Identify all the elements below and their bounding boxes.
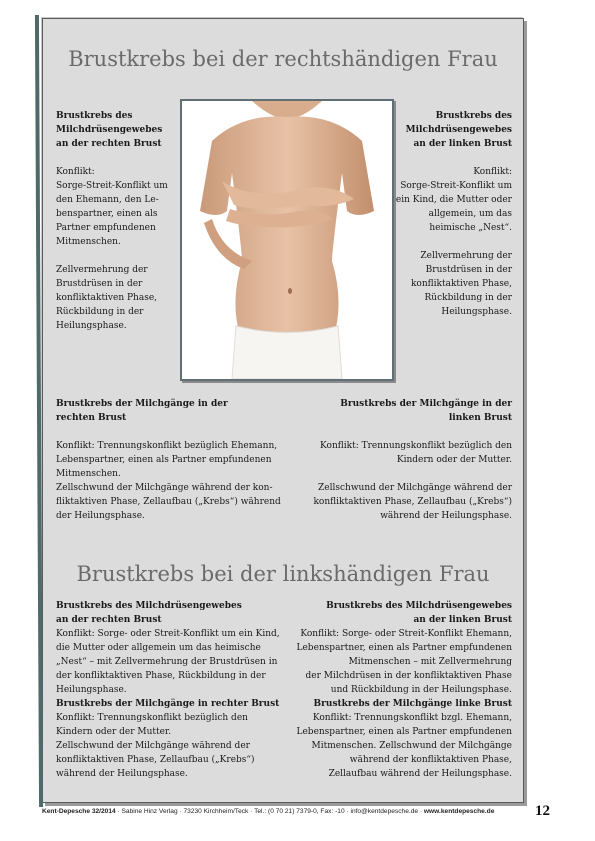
text-line: Brustdrüsen in der	[56, 279, 143, 289]
text-line: Partner empfundenen	[56, 223, 156, 233]
block-mid-left	[56, 397, 281, 523]
title-right-handed: Brustkrebs bei der rechtshändigen Frau	[68, 47, 498, 71]
text-line: Konflikt:	[473, 167, 512, 177]
text-line: Zellaufbau während der Heilungsphase.	[328, 769, 512, 779]
page-number: 12	[535, 803, 550, 819]
text-line: Lebenspartner, einen als Partner empfundenen	[296, 727, 512, 737]
text-line: Lebenspartner, einen als Partner empfundenen	[56, 455, 272, 465]
text-line: während der Heilungsphase.	[56, 769, 188, 779]
text-line: Konflikt: Sorge- oder Streit-Konflikt Ehemann,	[300, 629, 512, 639]
heading-bottom-right-1	[326, 601, 512, 625]
text-line: konfliktaktiven Phase,	[410, 279, 512, 289]
heading-top-left	[56, 111, 162, 149]
heading-line: rechten Brust	[56, 413, 127, 423]
text-line: Konflikt:	[56, 167, 95, 177]
block-bottom-left	[56, 599, 286, 781]
block-top-left	[56, 109, 176, 333]
text-line: Konflikt: Trennungskonflikt bezüglich Ehemann,	[56, 441, 278, 451]
heading-mid-right	[340, 399, 512, 423]
heading-top-right	[406, 111, 512, 149]
footer-publisher: · Sabine Hinz Verlag · 73230 Kirchheim/Teck · Tel.: (0 70 21) 7379-0, Fax: -10 · info@kentdepesche.de ·	[115, 808, 424, 815]
heading-mid-left	[56, 399, 228, 423]
text-line: Zellschwund der Milchgänge während der kon-	[56, 483, 273, 493]
text-line: Konflikt: Sorge- oder Streit-Konflikt um ein Kind,	[56, 629, 280, 639]
heading-line: Brustkrebs des Milchdrüsengewebes	[56, 601, 242, 611]
title-left-handed: Brustkrebs bei der linkshändigen Frau	[76, 562, 490, 586]
heading-line: Brustkrebs der Milchgänge in der	[340, 399, 512, 409]
text-line: Zellschwund der Milchgänge während der	[56, 741, 250, 751]
text-line: Heilungsphase.	[56, 321, 127, 331]
text-line: Mitmenschen – mit Zellvermehrung	[348, 657, 512, 667]
torso-illustration-icon	[182, 101, 392, 379]
block-top-right	[389, 109, 512, 319]
text-line: fliktaktiven Phase, Zellaufbau („Krebs“) während	[56, 497, 281, 507]
text-line: allgemein, um das	[428, 209, 512, 219]
text-line: Mitmenschen.	[56, 237, 121, 247]
text-line: heimische „Nest“.	[429, 223, 512, 233]
text-line: konfliktaktiven Phase, Zellaufbau („Krebs“)	[313, 497, 512, 507]
heading-bottom-left-2: Brustkrebs der Milchgänge in rechter Brust	[56, 699, 280, 709]
text-line: der Heilungsphase.	[56, 511, 145, 521]
text-line: Konflikt: Trennungskonflikt bzgl. Ehemann,	[312, 713, 512, 723]
text-line: Rückbildung in der	[56, 307, 144, 317]
text-line: „Nest“ – mit Zellvermehrung der Brustdrüsen in	[56, 657, 278, 667]
text-line: Brustdrüsen in der	[425, 265, 512, 275]
text-line: Konflikt: Trennungskonflikt bezüglich den	[56, 713, 248, 723]
content-panel	[42, 18, 524, 803]
text-line: Mitmenschen.	[56, 469, 121, 479]
text-line: konfliktaktiven Phase, Zellaufbau („Krebs“)	[56, 755, 255, 765]
text-line: der konfliktaktiven Phase, Rückbildung in der	[56, 671, 266, 681]
text-line: Konflikt: Trennungskonflikt bezüglich den	[320, 441, 512, 451]
heading-line: linken Brust	[448, 413, 512, 423]
heading-line: Brustkrebs der Milchgänge in der	[56, 399, 228, 409]
footer-website-link[interactable]: www.kentdepesche.de	[423, 808, 495, 815]
block-mid-right	[287, 397, 512, 523]
heading-line: an der rechten Brust	[56, 139, 162, 149]
text-line: konfliktaktiven Phase,	[56, 293, 158, 303]
text-line: Mitmenschen. Zellschwund der Milchgänge	[311, 741, 512, 751]
text-line: den Ehemann, den Le-	[56, 195, 159, 205]
heading-line: an der rechten Brust	[56, 615, 162, 625]
heading-line: an der linken Brust	[413, 615, 512, 625]
text-line: Lebenspartner, einen als Partner empfundenen	[296, 643, 512, 653]
text-line: Zellvermehrung der	[56, 265, 148, 275]
page-footer	[42, 808, 494, 815]
text-line: Kindern oder der Mutter.	[56, 727, 172, 737]
text-line: Heilungsphase.	[441, 307, 512, 317]
text-line: Sorge-Streit-Konflikt um	[400, 181, 512, 191]
text-line: und Rückbildung in der Heilungsphase.	[330, 685, 512, 695]
heading-line: Milchdrüsengewebes	[56, 125, 163, 135]
heading-line: Milchdrüsengewebes	[405, 125, 512, 135]
heading-bottom-left-1	[56, 601, 242, 625]
woman-torso-photo	[180, 99, 394, 381]
text-line: benspartner, einen als	[56, 209, 158, 219]
heading-line: an der linken Brust	[413, 139, 512, 149]
text-line: Kindern oder der Mutter.	[396, 455, 512, 465]
text-line: Zellvermehrung der	[420, 251, 512, 261]
text-line: Rückbildung in der	[424, 293, 512, 303]
heading-line: Brustkrebs des	[435, 111, 512, 121]
footer-magazine: Kent-Depesche 32/2014	[42, 808, 116, 815]
text-line: während der Heilungsphase.	[380, 511, 512, 521]
text-line: während der konfliktaktiven Phase,	[349, 755, 512, 765]
text-line: ein Kind, die Mutter oder	[395, 195, 512, 205]
text-line: Zellschwund der Milchgänge während der	[318, 483, 512, 493]
heading-bottom-right-2: Brustkrebs der Milchgänge linke Brust	[313, 699, 512, 709]
text-line: die Mutter oder allgemein um das heimische	[56, 643, 261, 653]
text-line: der Milchdrüsen in der konfliktaktiven Phase	[305, 671, 512, 681]
text-line: Heilungsphase.	[56, 685, 127, 695]
heading-line: Brustkrebs des Milchdrüsengewebes	[326, 601, 512, 611]
block-bottom-right	[281, 599, 512, 781]
text-line: Sorge-Streit-Konflikt um	[56, 181, 168, 191]
heading-line: Brustkrebs des	[56, 111, 133, 121]
